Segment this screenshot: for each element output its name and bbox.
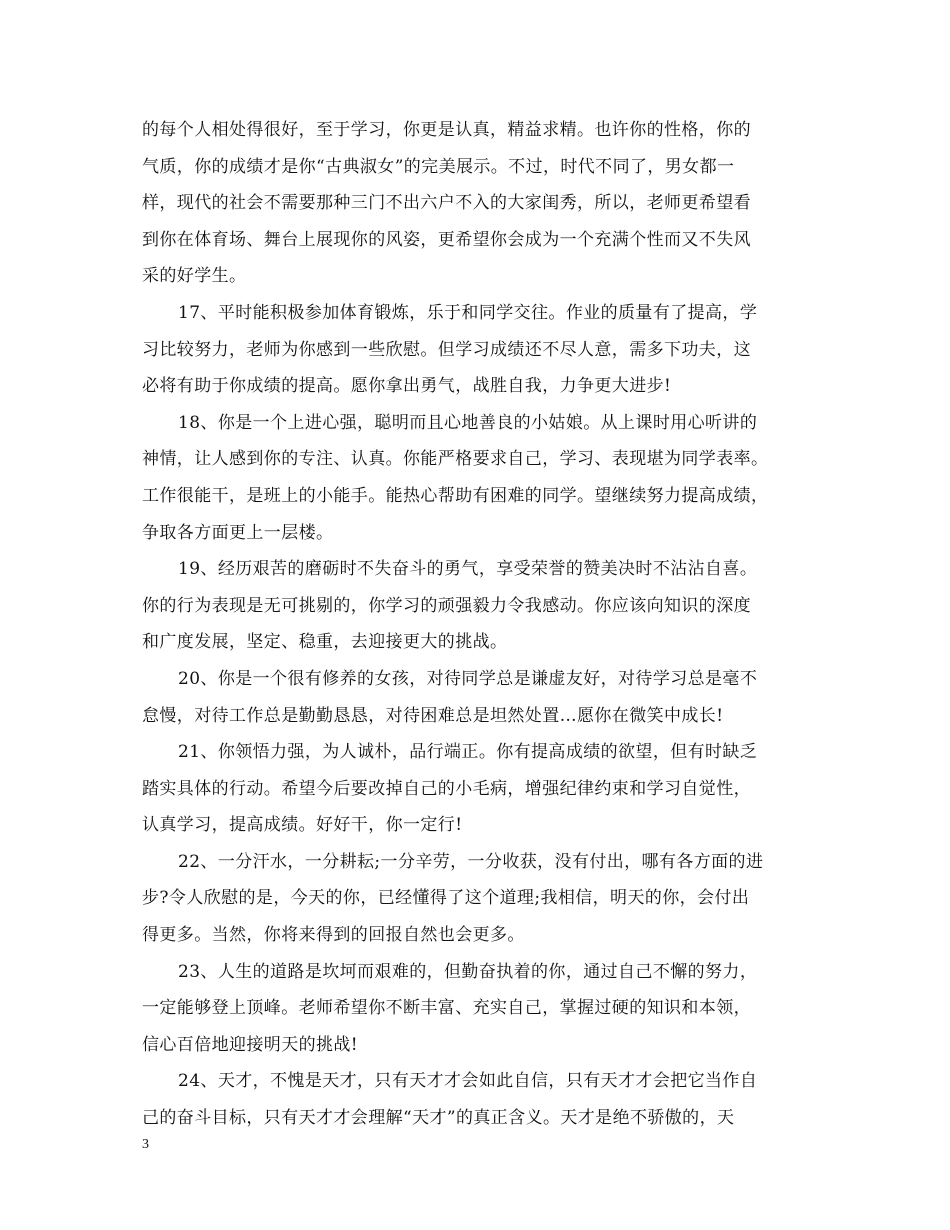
text-line: 争取各方面更上一层楼。 — [142, 522, 334, 543]
paragraph-24 — [142, 1063, 822, 1136]
paragraph-22 — [142, 844, 822, 954]
text-line: 21、你领悟力强，为人诚朴，品行端正。你有提高成绩的欲望，但有时缺乏 — [178, 742, 758, 763]
text-line: 20、你是一个很有修养的女孩，对待同学总是谦虚友好，对待学习总是毫不 — [178, 668, 758, 689]
text-line: 到你在体育场、舞台上展现你的风姿，更希望你会成为一个充满个性而又不失风 — [142, 229, 751, 250]
text-line: 22、一分汗水，一分耕耘;一分辛劳，一分收获，没有付出，哪有各方面的进 — [178, 851, 764, 872]
paragraph-continued — [142, 112, 822, 295]
text-line: 一定能够登上顶峰。老师希望你不断丰富、充实自己，掌握过硬的知识和本领， — [142, 998, 751, 1019]
text-line: 的每个人相处得很好，至于学习，你更是认真，精益求精。也许你的性格，你的 — [142, 120, 751, 140]
text-line: 采的好学生。 — [142, 266, 247, 287]
paragraph-23 — [142, 954, 822, 1064]
text-line: 怠慢，对待工作总是勤勤恳恳，对待困难总是坦然处置…愿你在微笑中成长! — [142, 705, 724, 726]
text-line: 18、你是一个上进心强，聪明而且心地善良的小姑娘。从上课时用心听讲的 — [178, 412, 758, 433]
text-line: 神情，让人感到你的专注、认真。你能严格要求自己，学习、表现堪为同学表率。 — [142, 449, 769, 470]
text-line: 你的行为表现是无可挑剔的，你学习的顽强毅力令我感动。你应该向知识的深度 — [142, 595, 751, 616]
paragraph-18 — [142, 405, 822, 551]
document-body — [142, 112, 822, 1137]
text-line: 和广度发展，坚定、稳重，去迎接更大的挑战。 — [142, 632, 508, 653]
text-line: 踏实具体的行动。希望今后要改掉自己的小毛病，增强纪律约束和学习自觉性， — [142, 778, 751, 799]
paragraph-17 — [142, 295, 822, 405]
text-line: 19、经历艰苦的磨砺时不失奋斗的勇气，享受荣誉的赞美决时不沾沾自喜。 — [178, 559, 758, 580]
text-line: 工作很能干，是班上的小能手。能热心帮助有困难的同学。望继续努力提高成绩， — [142, 485, 769, 506]
paragraph-20 — [142, 661, 822, 734]
text-line: 信心百倍地迎接明天的挑战! — [142, 1034, 359, 1055]
text-line: 得更多。当然，你将来得到的回报自然也会更多。 — [142, 925, 525, 946]
text-line: 23、人生的道路是坎坷而艰难的，但勤奋执着的你，通过自己不懈的努力， — [178, 961, 758, 982]
text-line: 必将有助于你成绩的提高。愿你拿出勇气，战胜自我，力争更大进步! — [142, 376, 672, 397]
page-number: 3 — [142, 1137, 149, 1152]
paragraph-21 — [142, 734, 822, 844]
text-line: 习比较努力，老师为你感到一些欣慰。但学习成绩还不尽人意，需多下功夫，这 — [142, 339, 751, 360]
text-line: 24、天才，不愧是天才，只有天才才会如此自信，只有天才才会把它当作自 — [178, 1071, 758, 1092]
paragraph-19 — [142, 551, 822, 661]
text-line: 步?令人欣慰的是，今天的你，已经懂得了这个道理;我相信，明天的你，会付出 — [142, 888, 750, 909]
text-line: 认真学习，提高成绩。好好干，你一定行! — [142, 815, 463, 836]
text-line: 样，现代的社会不需要那种三门不出六户不入的大家闺秀，所以，老师更希望看 — [142, 193, 751, 214]
text-line: 己的奋斗目标，只有天才才会理解“天才”的真正含义。天才是绝不骄傲的，天 — [142, 1108, 735, 1129]
text-line: 17、平时能积极参加体育锻炼，乐于和同学交往。作业的质量有了提高，学 — [178, 302, 758, 323]
text-line: 气质，你的成绩才是你“古典淑女”的完美展示。不过，时代不同了，男女都一 — [142, 156, 735, 177]
